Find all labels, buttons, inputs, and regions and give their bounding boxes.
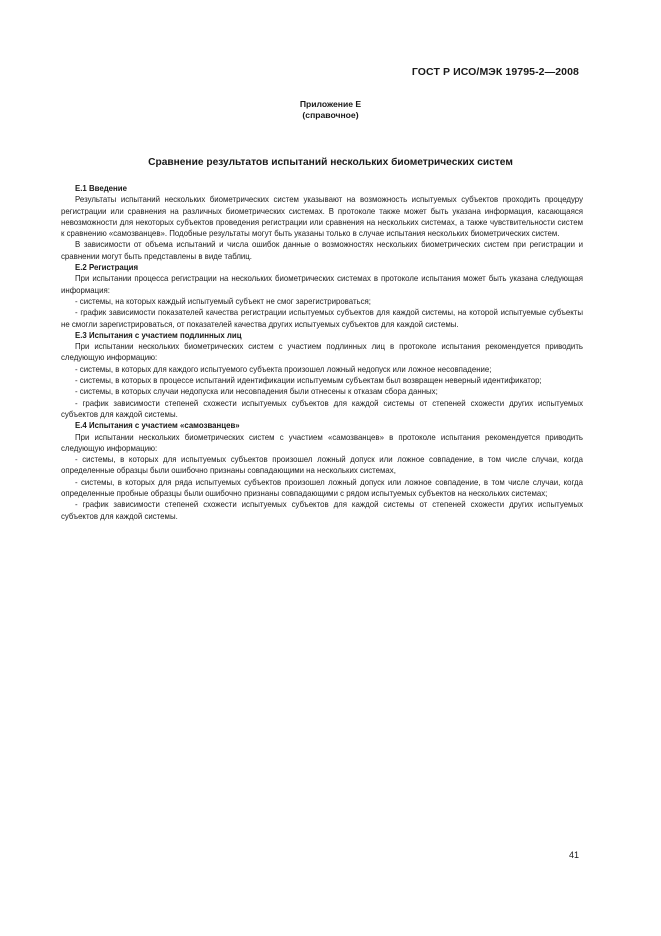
list-item: - системы, в которых для каждого испытуемого субъекта произошел ложный недопуск или ложное несовпадение; [75,364,492,374]
body-text [61,183,583,522]
annex-subtitle: (справочное) [302,110,359,120]
list-item: - системы, на которых каждый испытуемый субъект не смог зарегистрироваться; [75,296,371,306]
paragraph: В зависимости от объема испытаний и числа ошибок данные о возможностях нескольких биометрических систем при регистрации и сравнении могут быть представлены в виде таблиц. [61,240,583,261]
list-item: - график зависимости степеней схожести испытуемых субъектов для каждой системы от степеней схожести других испытуемых субъектов для каждой системы. [61,398,583,419]
list-item: - системы, в которых в процессе испытаний идентификации испытуемым субъектам был возвращен неверный идентификатор; [75,376,542,386]
annex-heading [0,99,661,121]
paragraph: При испытании процесса регистрации на нескольких биометрических системах в протоколе испытания может быть указана следующая информация: [61,274,583,295]
list-item: - системы, в которых для ряда испытуемых субъектов произошел ложный допуск или ложное совпадение, в том числе случаи, когда определенные пробные образцы были ошибочно признаны совпадающими с рядом испытуемых субъектов на нескольких системах; [61,477,583,499]
section-heading-e2: Е.2 Регистрация [75,263,139,273]
list-item: - график зависимости степеней схожести испытуемых субъектов для каждой системы от степеней схожести других испытуемых субъектов для каждой системы. [61,500,583,521]
list-item: - системы, в которых случаи недопуска или несовпадения были отнесены к отказам сбора данных; [75,387,438,397]
paragraph: Результаты испытаний нескольких биометрических систем указывают на возможность испытуемых субъектов проходить процедуру регистрации или сравнения на различных биометрических системах. В протоколе также может быть указана информация, касающаяся невозможности для некоторых субъектов проведения регистрации или сравнения на нескольких системах, а также чувствительности систем к сравнению «самозванцев». Подобные результаты могут быть указаны только в случае испытания нескольких биометрических систем. [61,195,583,239]
section-heading-e3: Е.3 Испытания с участием подлинных лиц [75,330,242,340]
section-heading-e1: Е.1 Введение [75,184,127,193]
section-heading-e4: Е.4 Испытания с участием «самозванцев» [75,421,240,431]
list-item: - системы, в которых для испытуемых субъектов произошел ложный допуск или ложное совпадение, в том числе случаи, когда определенные образцы были ошибочно признаны совпадающими на нескольких системах, [61,455,583,476]
paragraph: При испытании нескольких биометрических систем с участием «самозванцев» в протоколе испытания рекомендуется приводить следующую информацию: [61,432,583,453]
page-number: 41 [568,850,579,860]
annex-title: Приложение Е [299,99,362,109]
main-title: Сравнение результатов испытаний нескольких биометрических систем [148,157,513,168]
paragraph: При испытании нескольких биометрических систем с участием подлинных лиц в протоколе испытания рекомендуется приводить следующую информацию: [61,342,583,363]
standard-header: ГОСТ Р ИСО/МЭК 19795-2—2008 [411,66,579,78]
list-item: - график зависимости показателей качества регистрации испытуемых субъектов для каждой системы, на которой испытуемые субъекты не смогли зарегистрироваться, от показателей качества других испытуемых субъектов для каждой системы. [61,308,583,329]
